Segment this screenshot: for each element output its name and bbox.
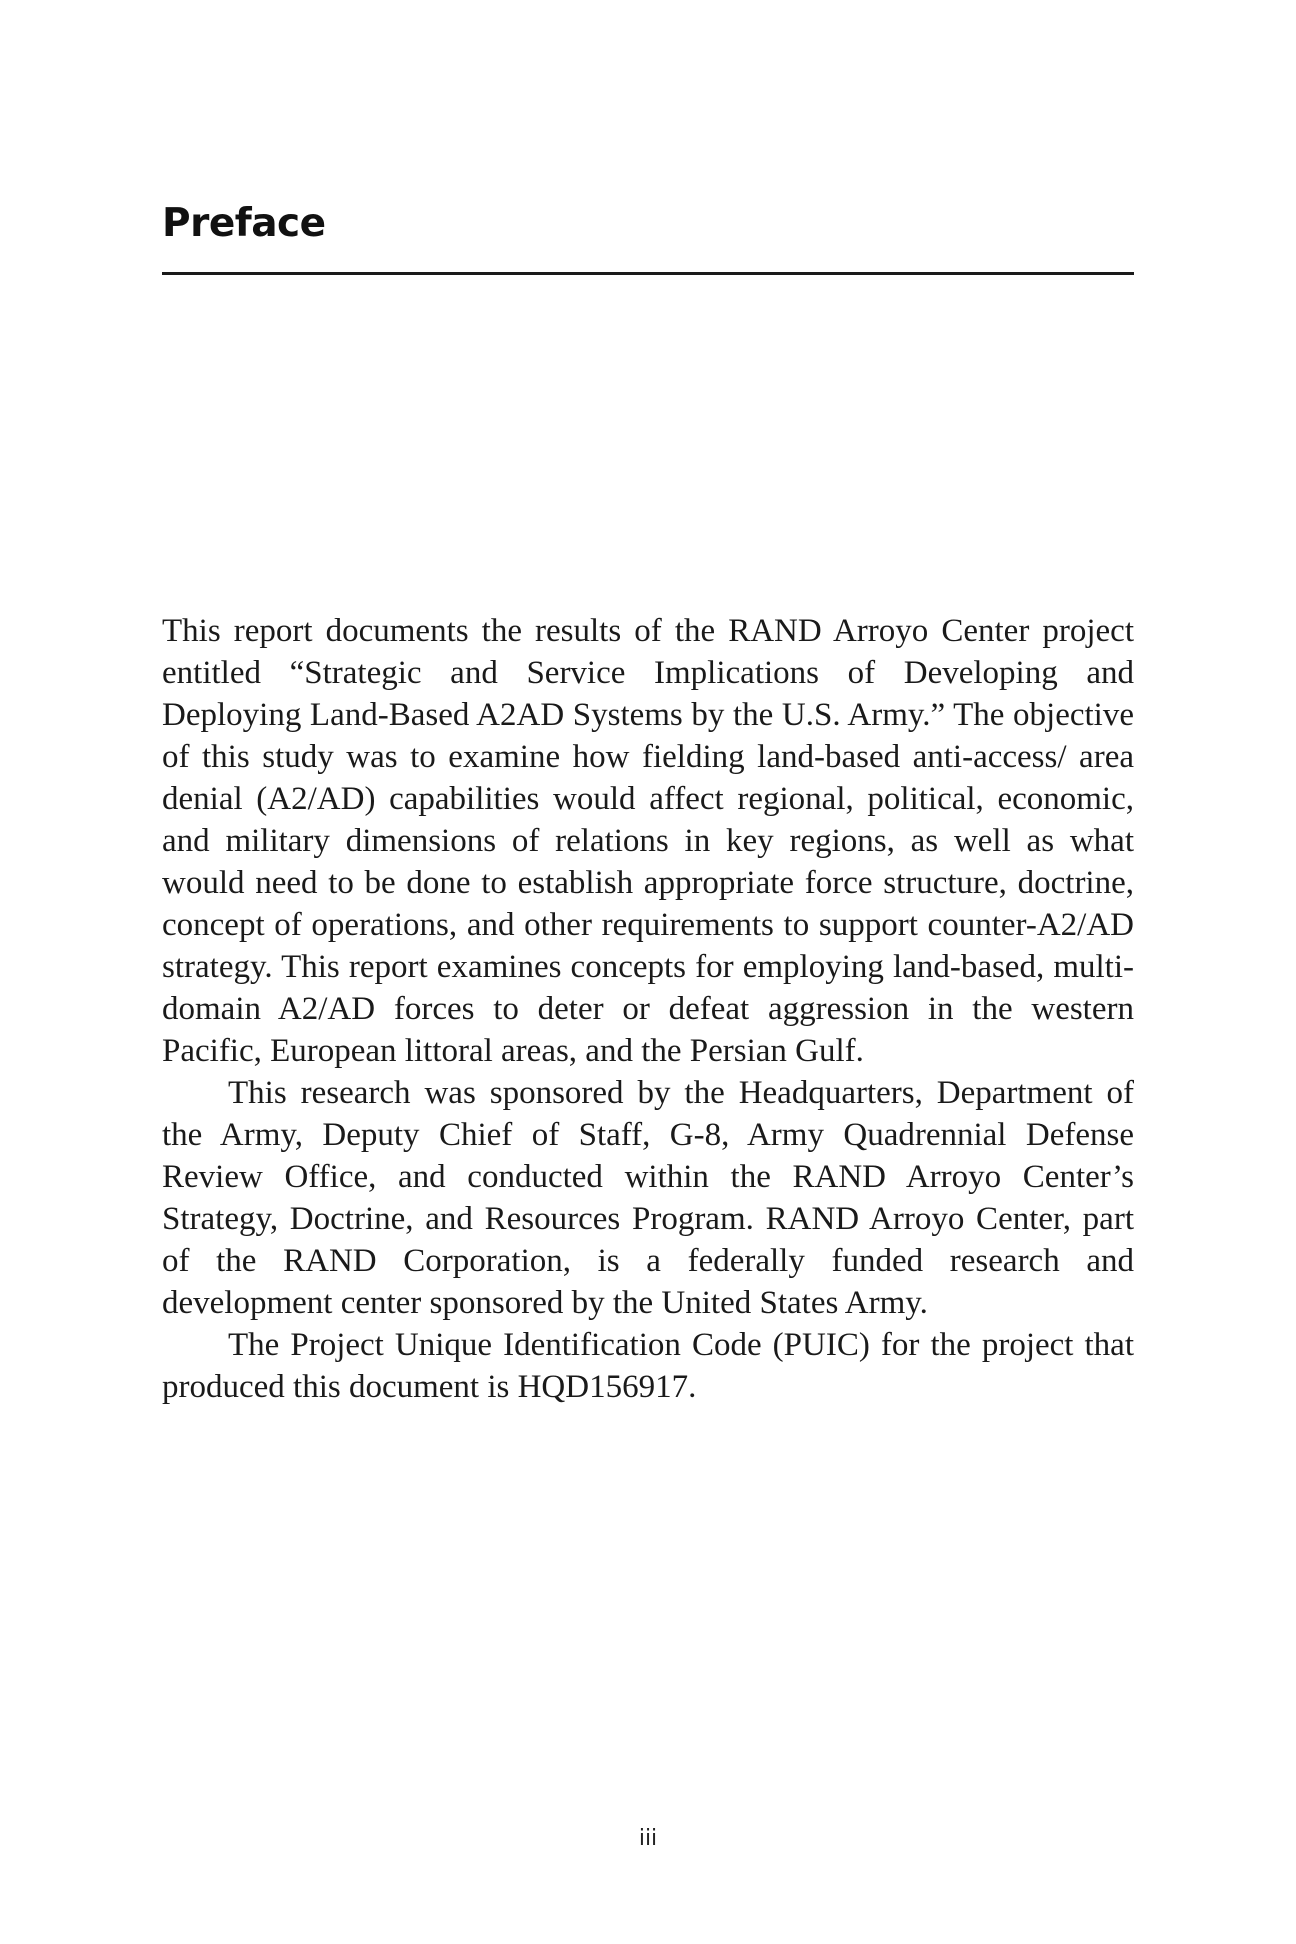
preface-body (162, 610, 1134, 1408)
page-number: iii (638, 1826, 658, 1851)
paragraph-sponsor: This research was sponsored by the Headquarters, Department of the Army, Deputy Chief of Staff, G-8, Army Quadrennial Defense Review Office, and conducted within the RAND Arroyo Center’s Strategy, Doctrine, and Resources Program. RAND Arroyo Center, part of the RAND Corporation, is a federally funded research and development center sponsored by the United States Army. (162, 1075, 1134, 1321)
paragraph-purpose: This report documents the results of the RAND Arroyo Center project entitled “Strategic and Service Implications of Developing and Deploying Land-Based A2AD Systems by the U.S. Army.” The objective of this study was to examine how fielding land-based anti-access/ area denial (A2/AD) capabilities would affect regional, political, economic, and military dimensions of relations in key regions, as well as what would need to be done to establish appropriate force structure, doctrine, concept of operations, and other requirements to support counter-A2/AD strategy. This report examines concepts for employing land-based, multi-domain A2/AD forces to deter or defeat aggression in the western Pacific, European littoral areas, and the Persian Gulf. (162, 613, 1134, 1069)
paragraph-puic: The Project Unique Identification Code (PUIC) for the project that produced this document is HQD156917. (162, 1327, 1134, 1405)
heading-rule (162, 272, 1134, 275)
page-title: Preface (162, 201, 326, 246)
